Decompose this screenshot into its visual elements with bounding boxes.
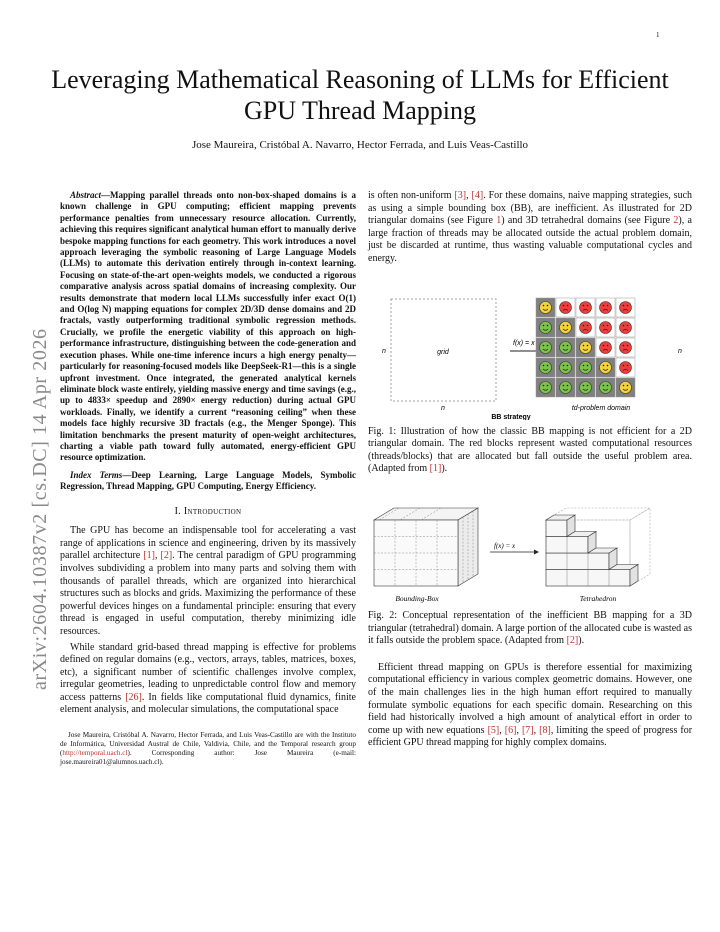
- face-eye-icon: [587, 364, 589, 366]
- citation-3[interactable]: [3]: [454, 190, 467, 201]
- bounding-box-cube: [374, 508, 478, 586]
- face-eye-icon: [583, 304, 585, 306]
- face-eye-icon: [583, 344, 585, 346]
- face-eye-icon: [567, 304, 569, 306]
- citation-4[interactable]: [4]: [471, 190, 484, 201]
- intro-p2-text-cont: . In fields like computational fluid dynamics, finite element analysis, and molecular simulations, the computational space: [60, 691, 356, 716]
- face-eye-icon: [627, 324, 629, 326]
- face-eye-icon: [603, 384, 605, 386]
- face-eye-icon: [543, 364, 545, 366]
- right-p1-text-c: ) and 3D tetrahedral domains (see Figure: [501, 215, 674, 227]
- intro-p1-text: The GPU has become an indispensable tool for accelerating a vast range of applications in science and engineering, driven by its massively parallel architecture: [60, 525, 356, 562]
- face-eye-icon: [563, 344, 565, 346]
- grid-label: grid: [437, 348, 449, 356]
- green-thread-face-icon: [540, 381, 552, 393]
- right-paragraph-1: is often non-uniform [3], [4]. For these domains, naive mapping strategies, such as using a simple bounding box (BB), are inefficient. As illustrated for 2D triangular domains (see Figure 1) and 3D tetrahedral domains (see Figure 2), a large fraction of threads may be allocated outside the actual problem domain, just be discarded at runtime, thus wasting valuable computational cycles and energy.: [368, 190, 693, 264]
- index-terms-label: Index Terms: [70, 469, 123, 480]
- face-eye-icon: [603, 344, 605, 346]
- author-footnote: [60, 731, 356, 767]
- intro-p1-text-cont: . The central paradigm of GPU programming involves subdividing a problem into many parts and solving them with thousands of parallel threads, which are organized into hierarchical structures such as blocks and grids. Maximizing the performance of these powerful devices hinges on a fundamental principle: ensuring that every thread is engaged in useful computation, thereby minimizing idle resources.: [60, 550, 357, 637]
- face-eye-icon: [607, 344, 609, 346]
- section-heading-introduction: I. Introduction: [174, 505, 242, 517]
- temporal-link[interactable]: http://temporal.uach.cl: [62, 749, 128, 758]
- abstract: [60, 190, 356, 464]
- paper-title: Leveraging Mathematical Reasoning of LLMs for Efficient GPU Thread Mapping: [51, 65, 669, 125]
- side-label-right: n: [678, 347, 682, 355]
- face-eye-icon: [623, 304, 625, 306]
- tetrahedron-staircase: [546, 508, 650, 586]
- face-eye-icon: [587, 384, 589, 386]
- face-eye-icon: [547, 304, 549, 306]
- intro-paragraph-1: The GPU has become an indispensable tool for accelerating a vast range of applications in science and engineering, driven by its massively parallel architecture [1], [2]. The central paradigm of GPU programming involves subdividing a problem into many parts and solving them with thousands of parallel threads, which are organized into hierarchical structures such as blocks and grids. Maximizing the performance of these powerful devices hinges on a fundamental principle: ensuring that every thread is engaged in useful computation, thereby minimizing idle resources.: [60, 525, 357, 637]
- face-eye-icon: [567, 364, 569, 366]
- citation-1[interactable]: [1]: [143, 550, 155, 562]
- footnote-text: Jose Maureira, Cristóbal A. Navarro, Hector Ferrada, and Luis Veas-Castillo are with the Instituto de Informática, Universidad Austral de Chile, Valdivia, Chile, and the Temporal research group (: [60, 731, 356, 758]
- face-eye-icon: [627, 364, 629, 366]
- face-eye-icon: [567, 384, 569, 386]
- face-eye-icon: [627, 344, 629, 346]
- face-eye-icon: [603, 364, 605, 366]
- figure-1-ref[interactable]: 1: [496, 215, 502, 227]
- face-eye-icon: [623, 344, 625, 346]
- red-thread-face-icon: [620, 301, 632, 313]
- right-p2-text: Efficient thread mapping on GPUs is therefore essential for maximizing computational efficiency in various complex geometric domains. However, one of the main challenges lies in the high human effort required to manually formulate symbolic equations for each specific domain. Researching on this field had historically involved a high amount of analytical effort in order to come up with new equations: [368, 661, 692, 736]
- fig2-caption-end: ).: [578, 635, 585, 647]
- fig1-caption-end: ).: [441, 463, 448, 475]
- abstract-text: —Mapping parallel threads onto non-box-shaped domains is a known challenge in GPU computing; efficient mapping prevents performance penalties from unnecessary resource allocation. Currently, achieving this requires significant analytical human effort to manually derive bespoke mapping functions for each geometry. This work introduces a novel approach leveraging the symbolic reasoning of Large Language Models (LLMs) to automate this derivation entirely through in-context learning. Focusing on state-of-the-art open-weights models, we conducted a rigorous comparative analysis across spatial domains of increasing complexity. Our results demonstrate that modern local LLMs successfully infer exact O(1) and O(log N) mapping equations for complex 2D/3D dense domains and 2D fractals, vastly outperforming traditional symbolic regression methods. Crucially, we profile the energetic viability of this approach on high-performance infrastructure, distinguishing between the code-generation and execution phases. While one-time inference incurs a high energy penalty—particularly for reasoning-focused models like DeepSeek-R1—this is a single upfront investment. Once integrated, the generated analytical kernels eliminate block waste entirely, yielding massive energy and time savings (e.g., up to 4833× speedup and 2890× energy reduction) during actual GPU workloads. Finally, we identify a current “reasoning ceiling” when these models face highly recursive 3D fractals (e.g., the Menger Sponge). This limitation benchmarks the present maturity of open-weight architectures, charting a viable path toward fully automated, energy-efficient GPU resource optimization.: [60, 190, 356, 463]
- figure-1-caption: [368, 426, 692, 476]
- citation-26[interactable]: [26]: [125, 691, 142, 703]
- face-eye-icon: [543, 304, 545, 306]
- side-label-left: n: [382, 347, 386, 355]
- face-eye-icon: [587, 304, 589, 306]
- face-eye-icon: [607, 304, 609, 306]
- right-p1-text-b: . For these domains, naive mapping strategies, such as using a simple bounding box (BB), are inefficient. As illustrated for 2D triangular domains (see Figure: [368, 190, 693, 227]
- green-thread-face-icon: [540, 341, 552, 353]
- green-thread-face-icon: [600, 381, 612, 393]
- citation-5[interactable]: [5]: [487, 724, 500, 736]
- page-number: 1: [656, 31, 660, 39]
- face-eye-icon: [563, 304, 565, 306]
- red-thread-face-icon: [620, 361, 632, 373]
- face-eye-icon: [603, 324, 605, 326]
- face-eye-icon: [583, 324, 585, 326]
- right-column: [368, 190, 692, 750]
- arrow-label: f(x) = x: [513, 339, 535, 347]
- author-list: Jose Maureira, Cristóbal A. Navarro, Hector Ferrada, and Luis Veas-Castillo: [191, 139, 529, 151]
- red-thread-face-icon: [600, 301, 612, 313]
- abstract-label: Abstract: [70, 190, 102, 200]
- tetrahedron-label: Tetrahedron: [579, 593, 617, 603]
- fig1-caption-citation[interactable]: [1]: [429, 463, 442, 475]
- intro-paragraph-2: [60, 642, 356, 718]
- face-eye-icon: [567, 344, 569, 346]
- face-eye-icon: [543, 384, 545, 386]
- face-eye-icon: [607, 364, 609, 366]
- green-thread-face-icon: [540, 361, 552, 373]
- face-eye-icon: [583, 364, 585, 366]
- red-thread-face-icon: [580, 301, 592, 313]
- arxiv-identifier: arXiv:2604.10387v2 [cs.DC] 14 Apr 2026: [29, 328, 51, 690]
- left-column: [60, 190, 356, 767]
- face-eye-icon: [543, 324, 545, 326]
- red-thread-face-icon: [580, 321, 592, 333]
- bottom-label-left: n: [441, 404, 445, 412]
- citation-7[interactable]: [7]: [521, 724, 534, 736]
- face-eye-icon: [623, 364, 625, 366]
- right-p1-text: is often non-uniform: [368, 190, 455, 201]
- fig2-caption-citation[interactable]: [2]: [566, 635, 579, 647]
- yellow-thread-face-icon: [620, 381, 632, 393]
- red-thread-face-icon: [620, 321, 632, 333]
- yellow-thread-face-icon: [580, 341, 592, 353]
- yellow-thread-face-icon: [560, 321, 572, 333]
- fig1-caption-text: Fig. 1: Illustration of how the classic BB mapping is not efficient for a 2D triangular domain. The red blocks represent wasted computational resources (threads/blocks) that are allocated but fall outside the useful problem area. (Adapted from: [368, 425, 692, 475]
- figure-2-illustration: [368, 506, 692, 604]
- figure-2-caption: [368, 610, 692, 648]
- citation-2[interactable]: [2]: [160, 550, 173, 562]
- citation-8[interactable]: [8]: [539, 724, 551, 736]
- face-eye-icon: [563, 364, 565, 366]
- face-eye-icon: [563, 384, 565, 386]
- green-thread-face-icon: [580, 361, 592, 373]
- fig2-arrowhead-icon: [534, 549, 539, 554]
- green-thread-face-icon: [560, 361, 572, 373]
- face-eye-icon: [543, 344, 545, 346]
- face-eye-icon: [603, 304, 605, 306]
- green-thread-face-icon: [560, 381, 572, 393]
- face-eye-icon: [623, 324, 625, 326]
- figure-2: [368, 506, 692, 648]
- intro-p2-text: While standard grid-based thread mapping is effective for problems defined on regular domains (e.g., vectors, arrays, tables, matrices, boxes, etc), a significant number of scientific challenges involve complex, irregular geometries, leading to unpredictable control flow and memory access patterns: [60, 641, 356, 703]
- figure-2-ref[interactable]: 2: [673, 215, 679, 227]
- yellow-thread-face-icon: [600, 361, 612, 373]
- strategy-label: BB strategy: [491, 413, 531, 420]
- face-eye-icon: [547, 344, 549, 346]
- footnote-text-cont: ). Corresponding author: Jose Maureira (e-mail: jose.maureira01@alumnos.uach.cl).: [60, 749, 356, 767]
- face-eye-icon: [607, 324, 609, 326]
- citation-6[interactable]: [6]: [504, 724, 517, 736]
- face-eye-icon: [587, 324, 589, 326]
- face-eye-icon: [623, 384, 625, 386]
- face-eye-icon: [563, 324, 565, 326]
- green-thread-face-icon: [560, 341, 572, 353]
- green-thread-face-icon: [540, 321, 552, 333]
- index-terms: [60, 470, 356, 493]
- green-thread-face-icon: [580, 381, 592, 393]
- face-eye-icon: [547, 324, 549, 326]
- yellow-thread-face-icon: [540, 301, 552, 313]
- face-eye-icon: [627, 304, 629, 306]
- face-eye-icon: [627, 384, 629, 386]
- fig2-arrow-label: f(x) = x: [494, 541, 516, 550]
- red-thread-face-icon: [620, 341, 632, 353]
- face-eye-icon: [547, 384, 549, 386]
- face-eye-icon: [583, 384, 585, 386]
- figure-1-illustration: [368, 296, 692, 420]
- face-eye-icon: [547, 364, 549, 366]
- red-thread-face-icon: [600, 321, 612, 333]
- face-eye-icon: [607, 384, 609, 386]
- bottom-label-right: td-problem domain: [571, 404, 631, 412]
- bounding-box-label: Bounding-Box: [395, 593, 439, 603]
- fig2-caption-text: Fig. 2: Conceptual representation of the inefficient BB mapping for a 3D triangular (tetrahedral) domain. A large portion of the allocated cube is wasted as it falls outside the problem space. (Adapted from: [368, 609, 692, 647]
- index-terms-text: —Deep Learning, Large Language Models, Symbolic Regression, Thread Mapping, GPU Computing, Energy Efficiency.: [60, 469, 356, 492]
- right-paragraph-2: Efficient thread mapping on GPUs is therefore essential for maximizing computational efficiency in various complex geometric domains. However, one of the main challenges lies in the high human effort required to manually formulate symbolic equations for each specific domain. Researching on this field had historically involved a high amount of analytical effort in order to come up with new equations [5], [6], [7], [8], limiting the speed of progress for efficient GPU thread mapping for highly complex domains.: [368, 661, 693, 749]
- figure-1: [368, 296, 692, 476]
- face-eye-icon: [567, 324, 569, 326]
- red-thread-face-icon: [560, 301, 572, 313]
- right-p2-text-end: , limiting the speed of progress for efficient GPU thread mapping for highly complex domains.: [368, 724, 693, 749]
- problem-domain-grid: [536, 298, 635, 397]
- red-thread-face-icon: [600, 341, 612, 353]
- face-eye-icon: [587, 344, 589, 346]
- right-p1-text-d: ), a large fraction of threads may be allocated outside the actual problem domain, just be discarded at runtime, thus wasting valuable computational cycles and energy.: [368, 215, 693, 264]
